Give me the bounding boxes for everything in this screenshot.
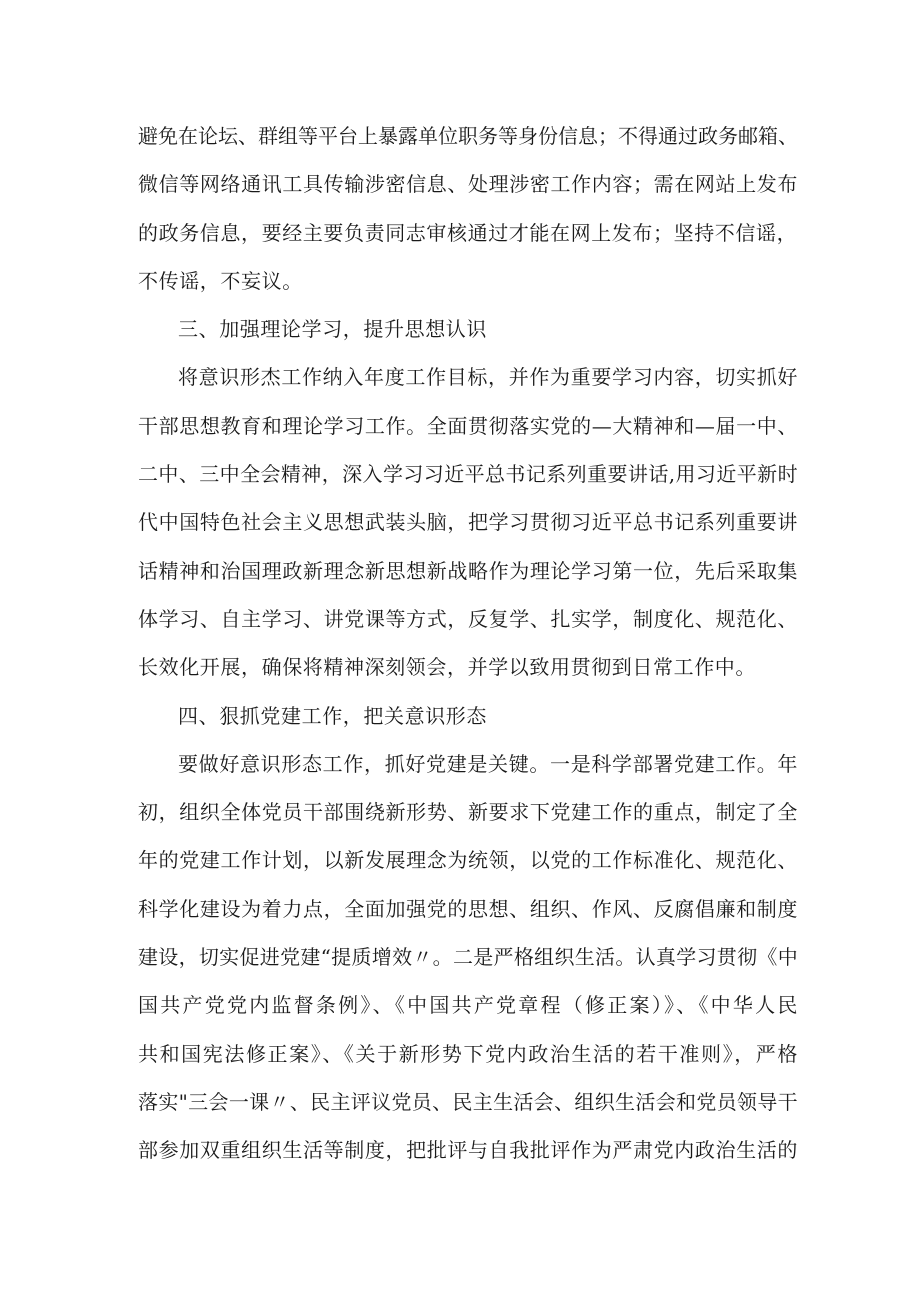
text-line: 科学化建设为着力点，全面加强党的思想、组织、作风、反腐倡廉和制度	[138, 896, 798, 921]
text-line: 二中、三中全会精神，深入学习习近平总书记系列重要讲话,用习近平新时	[138, 462, 798, 487]
text-line: 话精神和治国理政新理念新思想新战略作为理论学习第一位，先后采取集	[138, 558, 798, 583]
section-heading: 三、加强理论学习，提升思想认识	[178, 317, 487, 342]
text-line: 微信等网络通讯工具传输涉密信息、处理涉密工作内容；需在网站上发布	[138, 172, 798, 197]
text-line: 初，组织全体党员干部围绕新形势、新要求下党建工作的重点，制定了全	[138, 800, 798, 825]
document-body	[138, 112, 798, 1175]
text-line: 避免在论坛、群组等平台上暴露单位职务等身份信息；不得通过政务邮箱、	[138, 124, 798, 148]
text-line: 将意识形杰工作纳入年度工作目标，并作为重要学习内容，切实抓好	[178, 365, 798, 390]
text-line: 干部思想教育和理论学习工作。全面贯彻落实党的—大精神和—届一中、	[138, 413, 798, 438]
text-line: 落实"三会一课〃、民主评议党员、民主生活会、组织生活会和党员领导干	[138, 1089, 798, 1114]
text-line: 不传谣，不妄议。	[138, 268, 303, 293]
text-line: 体学习、自主学习、讲党课等方式，反复学、扎实学，制度化、规范化、	[138, 606, 798, 631]
text-line: 国共产党党内监督条例》、《中国共产党章程（修正案）》、《中华人民	[138, 993, 798, 1018]
text-line: 要做好意识形态工作，抓好党建是关键。一是科学部署党建工作。年	[178, 751, 798, 776]
text-line: 共和国宪法修正案》、《关于新形势下党内政治生活的若干准则》，严格	[138, 1041, 798, 1066]
text-line: 部参加双重组织生活等制度，把批评与自我批评作为严肃党内政治生活的	[138, 1138, 798, 1163]
text-line: 长效化开展，确保将精神深刻领会，并学以致用贯彻到日常工作中。	[138, 655, 756, 680]
text-line: 建设，切实促进党建“提质增效〃。二是严格组织生活。认真学习贯彻《中	[138, 945, 798, 970]
text-line: 的政务信息，要经主要负责同志审核通过才能在网上发布；坚持不信谣，	[138, 220, 798, 245]
text-line: 代中国特色社会主义思想武装头脑，把学习贯彻习近平总书记系列重要讲	[138, 510, 798, 535]
text-line: 年的党建工作计划，以新发展理念为统领，以党的工作标准化、规范化、	[138, 848, 798, 873]
section-heading: 四、狠抓党建工作，把关意识形态	[178, 703, 487, 728]
